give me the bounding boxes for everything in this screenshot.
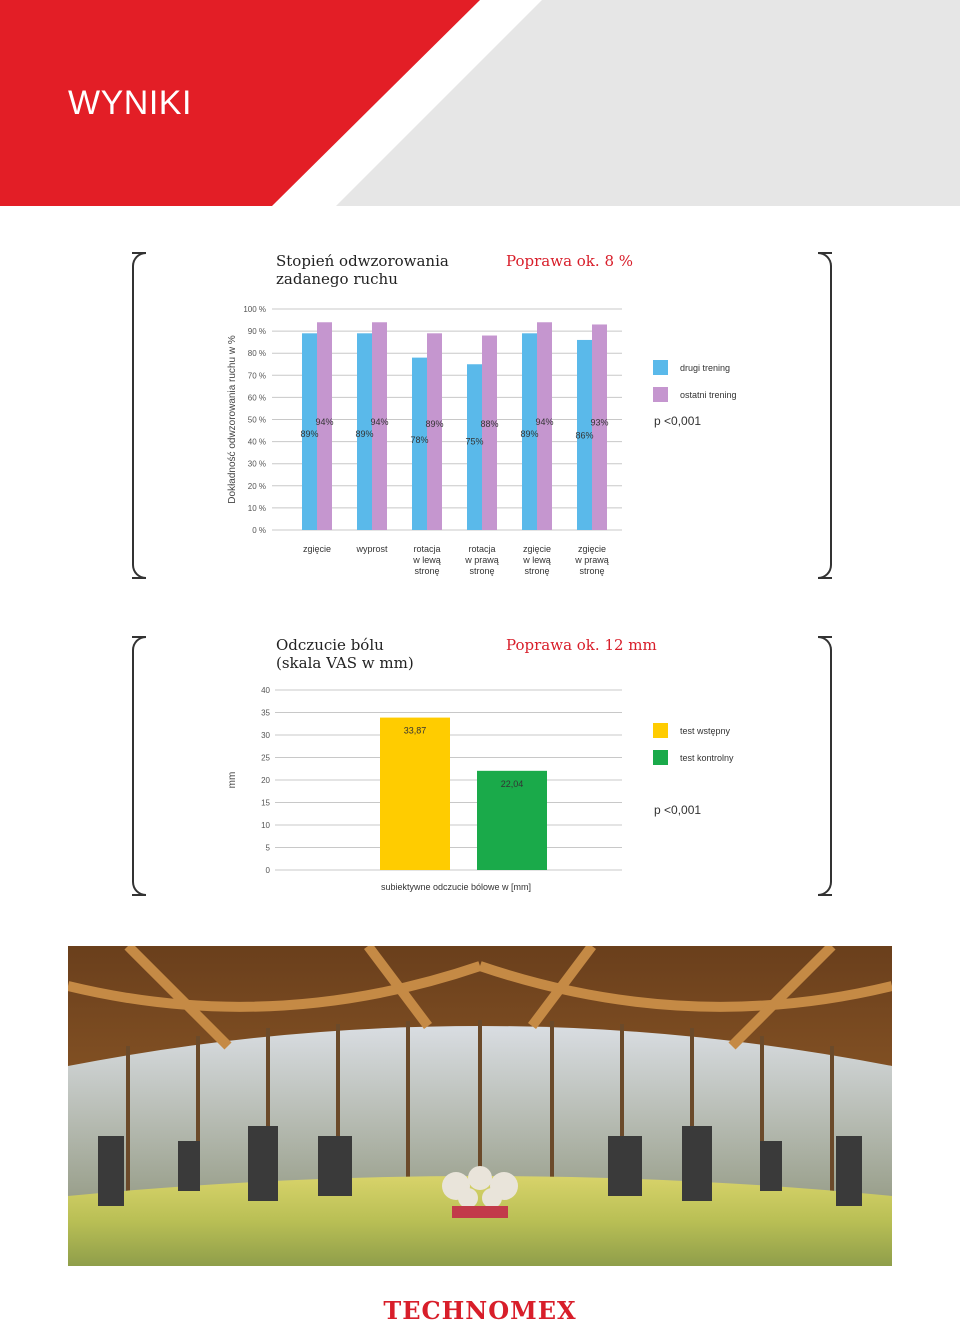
data-label: 89% bbox=[300, 429, 319, 439]
x-tick-label: rotacja w lewą stronę bbox=[413, 544, 441, 576]
legend-swatch bbox=[653, 723, 668, 738]
y-tick-label: 0 bbox=[265, 866, 270, 875]
bar bbox=[467, 364, 482, 530]
technomex-logo: TECHNOMEX bbox=[383, 1296, 577, 1325]
bar bbox=[482, 336, 497, 530]
chart2-svg bbox=[0, 676, 960, 916]
data-label: 78% bbox=[410, 435, 429, 446]
legend-label: test wstępny bbox=[680, 726, 731, 736]
data-label: 94% bbox=[535, 417, 554, 427]
chart1-svg bbox=[0, 290, 960, 630]
legend-label: test kontrolny bbox=[680, 753, 734, 763]
y-tick-label: 100 % bbox=[243, 305, 266, 314]
data-label: 94% bbox=[315, 417, 334, 427]
data-label: 89% bbox=[355, 429, 374, 439]
x-axis-label: subiektywne odczucie bólowe w [mm] bbox=[380, 882, 532, 892]
data-label: 75% bbox=[465, 436, 484, 447]
legend-swatch bbox=[653, 387, 668, 402]
page-title: WYNIKI bbox=[68, 84, 192, 122]
y-tick-label: 70 % bbox=[247, 371, 266, 381]
data-label: 89% bbox=[425, 418, 444, 429]
y-axis-label: mm bbox=[227, 771, 238, 789]
gym-photo-illustration bbox=[68, 946, 892, 1266]
chart2-title: Odczucie bólu (skala VAS w mm) bbox=[276, 636, 414, 672]
y-tick-label: 80 % bbox=[247, 349, 266, 359]
chart1-title: Stopień odwzorowania zadanego ruchu bbox=[276, 252, 449, 288]
x-tick-label: zgięcie bbox=[302, 544, 332, 554]
bar bbox=[380, 718, 450, 870]
data-label: 33,87 bbox=[403, 725, 427, 736]
data-label: 88% bbox=[480, 419, 499, 430]
y-tick-label: 30 % bbox=[247, 459, 266, 469]
y-tick-label: 0 % bbox=[252, 526, 266, 535]
y-tick-label: 5 bbox=[265, 843, 270, 853]
y-tick-label: 20 bbox=[261, 776, 270, 785]
legend-label: drugi trening bbox=[680, 363, 731, 373]
y-tick-label: 15 bbox=[261, 798, 270, 808]
p-value: p <0,001 bbox=[654, 414, 702, 428]
y-tick-label: 35 bbox=[261, 708, 270, 718]
p-value: p <0,001 bbox=[654, 803, 702, 817]
legend-swatch bbox=[653, 750, 668, 765]
data-label: 94% bbox=[370, 417, 389, 427]
x-tick-label: zgięcie w prawą stronę bbox=[575, 544, 609, 576]
y-tick-label: 20 % bbox=[247, 481, 266, 491]
x-tick-label: rotacja w prawą stronę bbox=[465, 544, 499, 576]
legend-label: ostatni trening bbox=[680, 390, 737, 400]
floor-mat bbox=[452, 1206, 508, 1218]
legend-swatch bbox=[653, 360, 668, 375]
y-tick-label: 25 bbox=[261, 753, 270, 763]
y-tick-label: 30 bbox=[261, 731, 270, 740]
chart1-improvement: Poprawa ok. 8 % bbox=[506, 252, 634, 270]
y-tick-label: 10 bbox=[261, 821, 270, 830]
data-label: 89% bbox=[520, 429, 539, 439]
x-tick-label: wyprost bbox=[356, 544, 388, 554]
x-tick-label: zgięcie w lewą stronę bbox=[522, 544, 552, 576]
data-label: 93% bbox=[590, 417, 609, 428]
bar bbox=[427, 333, 442, 530]
data-label: 22,04 bbox=[500, 778, 524, 789]
y-tick-label: 90 % bbox=[247, 327, 266, 337]
y-tick-label: 10 % bbox=[247, 503, 266, 513]
y-axis-label: Dokładność odwzorowania ruchu w % bbox=[227, 335, 238, 504]
y-tick-label: 40 bbox=[261, 686, 270, 695]
gym-photo bbox=[68, 946, 892, 1266]
y-tick-label: 50 % bbox=[247, 415, 266, 425]
chart2-improvement: Poprawa ok. 12 mm bbox=[506, 636, 657, 654]
data-label: 86% bbox=[575, 430, 594, 441]
y-tick-label: 40 % bbox=[247, 437, 266, 447]
y-tick-label: 60 % bbox=[247, 393, 266, 403]
